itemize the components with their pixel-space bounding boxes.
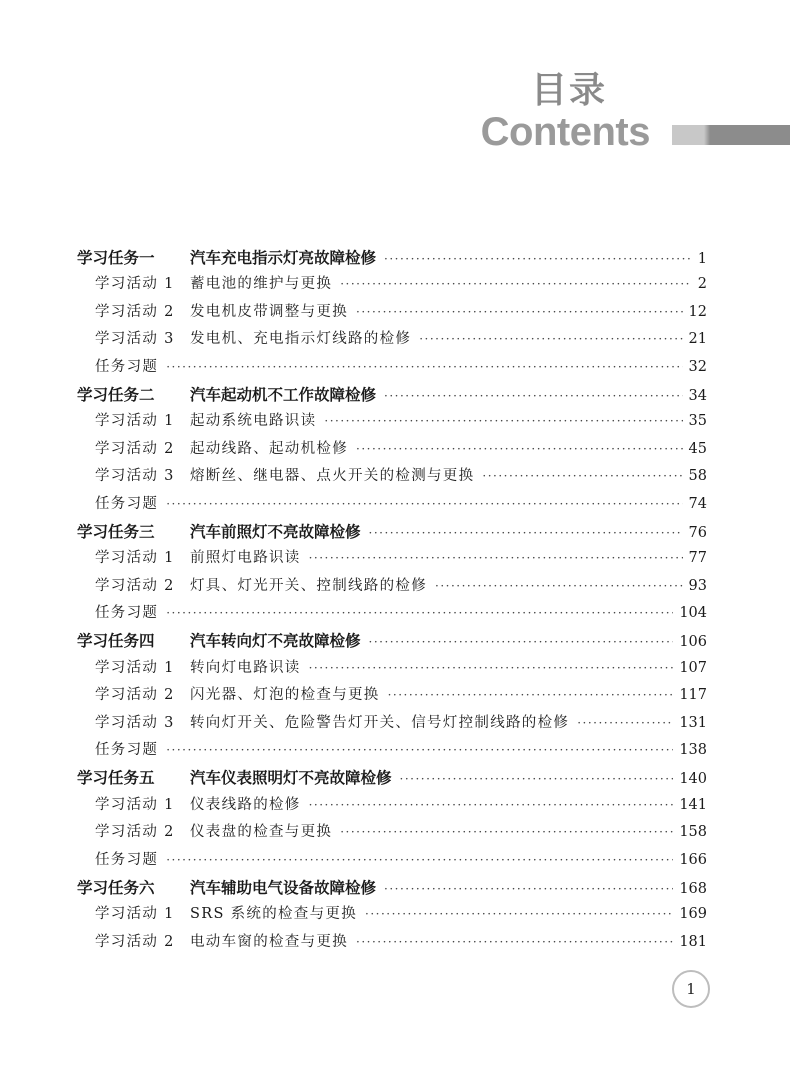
entry-page-number: 1 [697, 251, 707, 267]
entry-title: 闪光器、灯泡的检查与更换 [190, 687, 380, 704]
toc-activity-entry[interactable] [77, 901, 707, 928]
toc-activity-entry[interactable] [77, 463, 707, 490]
entry-title: 前照灯电路识读 [190, 550, 301, 567]
entry-title: 蓄电池的维护与更换 [190, 276, 333, 293]
entry-page-number: 168 [679, 880, 707, 897]
entry-page-number: 35 [688, 413, 707, 430]
entry-page-number: 104 [679, 605, 707, 622]
entry-page-number: 117 [679, 687, 707, 704]
dot-leader [309, 792, 674, 819]
entry-page-number: 131 [679, 714, 707, 731]
dot-leader [419, 326, 682, 353]
dot-leader [356, 299, 683, 326]
entry-label: 学习活动 1 [95, 550, 175, 567]
toc-activity-entry[interactable] [77, 655, 707, 682]
entry-title: 起动线路、起动机检修 [190, 440, 348, 457]
entry-page-number: 32 [688, 358, 707, 375]
entry-title: 汽车仪表照明灯不亮故障检修 [190, 768, 392, 788]
table-of-contents [77, 244, 707, 956]
entry-label: 学习活动 1 [95, 413, 175, 430]
entry-label: 学习任务三 [77, 521, 155, 541]
entry-title: 转向灯电路识读 [190, 659, 301, 676]
dot-leader [384, 245, 692, 273]
entry-title: 电动车窗的检查与更换 [190, 933, 348, 950]
entry-title: 发电机、充电指示灯线路的检修 [190, 331, 412, 348]
entry-page-number: 138 [679, 742, 707, 759]
entry-page-number: 45 [688, 440, 707, 457]
entry-page-number: 158 [679, 824, 707, 841]
entry-page-number: 93 [688, 577, 707, 594]
entry-page-number: 21 [688, 331, 707, 348]
toc-exercise-entry[interactable] [77, 354, 707, 381]
dot-leader [384, 875, 673, 903]
entry-label: 学习活动 1 [95, 276, 175, 293]
toc-task-entry[interactable] [77, 518, 707, 545]
entry-title: 起动系统电路识读 [190, 413, 317, 430]
entry-title: 灯具、灯光开关、控制线路的检修 [190, 577, 427, 594]
dot-leader [356, 929, 673, 956]
toc-exercise-entry[interactable] [77, 600, 707, 627]
toc-activity-entry[interactable] [77, 710, 707, 737]
dot-leader [340, 819, 673, 846]
entry-label: 学习活动 2 [95, 687, 175, 704]
dot-leader [400, 765, 674, 793]
toc-activity-entry[interactable] [77, 545, 707, 572]
entry-label: 学习任务六 [77, 877, 155, 897]
toc-exercise-entry[interactable] [77, 847, 707, 874]
toc-heading: 目录 [530, 70, 607, 111]
entry-page-number: 76 [688, 524, 707, 541]
entry-label: 任务习题 [95, 495, 159, 512]
dot-leader [166, 600, 673, 627]
entry-label: 学习活动 2 [95, 303, 175, 320]
toc-activity-entry[interactable] [77, 929, 707, 956]
entry-title: 熔断丝、继电器、点火开关的检测与更换 [190, 468, 475, 485]
page-number-badge [672, 970, 710, 1008]
entry-label: 学习活动 1 [95, 796, 175, 813]
toc-task-entry[interactable] [77, 381, 707, 408]
entry-page-number: 77 [688, 550, 707, 567]
dot-leader [309, 655, 674, 682]
decorative-bar [672, 125, 790, 145]
entry-label: 学习活动 2 [95, 577, 175, 594]
entry-label: 学习活动 3 [95, 714, 175, 731]
dot-leader [369, 519, 683, 547]
dot-leader [577, 710, 673, 737]
toc-activity-entry[interactable] [77, 326, 707, 353]
entry-label: 学习活动 2 [95, 933, 175, 950]
entry-page-number: 12 [688, 303, 707, 320]
dot-leader [166, 491, 682, 518]
entry-title: 汽车起动机不工作故障检修 [190, 384, 377, 404]
dot-leader [340, 271, 692, 298]
toc-activity-entry[interactable] [77, 682, 707, 709]
entry-title: 汽车转向灯不亮故障检修 [190, 631, 361, 651]
entry-label: 学习任务一 [77, 248, 155, 267]
dot-leader [166, 354, 682, 381]
dot-leader [388, 682, 674, 709]
entry-page-number: 181 [679, 933, 707, 950]
toc-activity-entry[interactable] [77, 271, 707, 298]
entry-label: 学习活动 3 [95, 331, 175, 348]
page-number: 1 [686, 980, 696, 998]
entry-label: 任务习题 [95, 851, 159, 868]
entry-page-number: 34 [688, 387, 707, 404]
entry-label: 学习活动 1 [95, 659, 175, 676]
toc-activity-entry[interactable] [77, 408, 707, 435]
entry-title: 仪表盘的检查与更换 [190, 824, 333, 841]
entry-label: 学习任务二 [77, 384, 155, 404]
entry-title: 汽车辅助电气设备故障检修 [190, 877, 377, 897]
toc-task-entry[interactable] [77, 764, 707, 791]
toc-activity-entry[interactable] [77, 792, 707, 819]
toc-exercise-entry[interactable] [77, 737, 707, 764]
entry-page-number: 169 [679, 906, 707, 923]
entry-label: 任务习题 [95, 605, 159, 622]
entry-title: 转向灯开关、危险警告灯开关、信号灯控制线路的检修 [190, 714, 570, 731]
dot-leader [365, 901, 673, 928]
dot-leader [166, 847, 673, 874]
entry-page-number: 140 [679, 771, 707, 788]
entry-page-number: 106 [679, 634, 707, 651]
entry-page-number: 141 [679, 796, 707, 813]
entry-label: 任务习题 [95, 358, 159, 375]
toc-activity-entry[interactable] [77, 573, 707, 600]
toc-activity-entry[interactable] [77, 436, 707, 463]
toc-task-entry[interactable] [77, 244, 707, 271]
entry-label: 学习活动 3 [95, 468, 175, 485]
entry-label: 学习任务五 [77, 768, 155, 788]
entry-page-number: 74 [688, 495, 707, 512]
entry-page-number: 107 [679, 659, 707, 676]
entry-page-number: 166 [679, 851, 707, 868]
toc-heading-english: Contents [480, 110, 650, 154]
toc-activity-entry[interactable] [77, 819, 707, 846]
toc-task-entry[interactable] [77, 874, 707, 901]
dot-leader [384, 382, 683, 410]
entry-label: 学习活动 2 [95, 440, 175, 457]
entry-label: 学习活动 1 [95, 906, 175, 923]
entry-title: 汽车充电指示灯亮故障检修 [190, 248, 377, 267]
dot-leader [482, 463, 682, 490]
dot-leader [309, 545, 683, 572]
dot-leader [435, 573, 683, 600]
entry-page-number: 2 [697, 276, 707, 293]
dot-leader [356, 436, 683, 463]
entry-label: 学习活动 2 [95, 824, 175, 841]
entry-page-number: 58 [688, 468, 707, 485]
dot-leader [369, 628, 674, 656]
entry-title: 发电机皮带调整与更换 [190, 303, 348, 320]
dot-leader [324, 408, 682, 435]
toc-activity-entry[interactable] [77, 299, 707, 326]
entry-title: 仪表线路的检修 [190, 796, 301, 813]
entry-title: 汽车前照灯不亮故障检修 [190, 521, 361, 541]
entry-title: SRS 系统的检查与更换 [190, 906, 357, 923]
entry-label: 任务习题 [95, 742, 159, 759]
toc-exercise-entry[interactable] [77, 491, 707, 518]
toc-task-entry[interactable] [77, 627, 707, 654]
dot-leader [166, 737, 673, 764]
entry-label: 学习任务四 [77, 631, 155, 651]
